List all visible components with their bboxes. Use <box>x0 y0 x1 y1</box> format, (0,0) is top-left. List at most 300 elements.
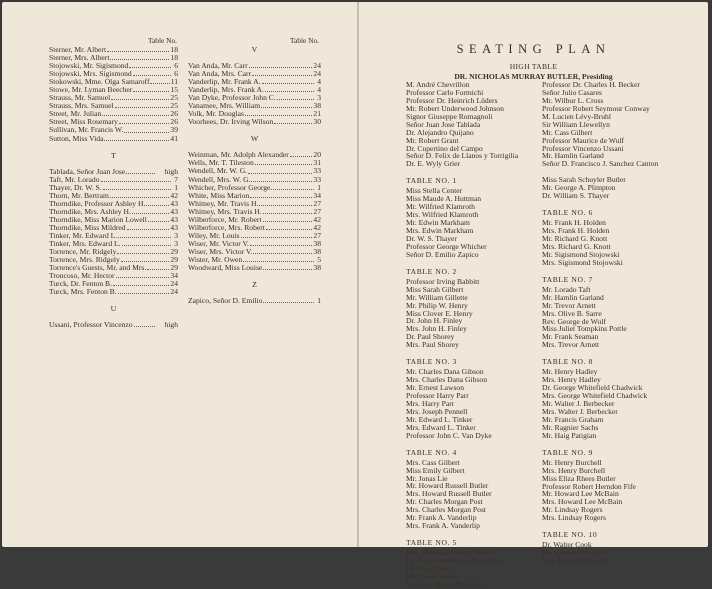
dot-leader <box>261 102 312 108</box>
table-number: 15 <box>170 85 178 95</box>
guest-name: Whitney, Mrs. Travis H. <box>188 206 262 216</box>
dot-leader <box>266 224 313 230</box>
guest-name: Troncoso, Mr. Hector <box>49 271 115 281</box>
seat-name: Mr. Owen Wister <box>406 571 459 581</box>
table-number: 27 <box>313 230 321 240</box>
seat-name: Señor Julio Casares <box>542 87 602 97</box>
guest-name: Strauss, Mr. Samuel <box>49 93 111 103</box>
table-number: 4 <box>317 77 321 87</box>
table-group <box>406 538 556 589</box>
guest-name: Whicher, Professor George <box>188 182 271 192</box>
table-number: high <box>164 320 178 330</box>
seat-name: Mr. Richard G. Knott <box>542 234 608 243</box>
column-header-left: Table No. <box>148 36 178 45</box>
dot-leader <box>115 102 170 108</box>
index-entry <box>188 264 321 272</box>
seat-name: Mr. Henry Hadley <box>542 367 598 377</box>
seat-name: Mr. Trevor Arnett <box>542 300 596 310</box>
table-heading: TABLE NO. 8 <box>542 357 593 367</box>
seat-name: Dr. William S. Thayer <box>542 191 610 201</box>
seat-name: Professor Carlo Formichi <box>406 87 484 97</box>
index-entry <box>49 135 178 143</box>
guest-name: Strauss, Mrs. Samuel <box>49 101 114 111</box>
guest-name: Stokowski, Mme. Olga Samaroff <box>49 77 150 87</box>
seat-name: Mr. Frank A. Vanderlip <box>406 513 477 523</box>
table-number: 24 <box>170 287 178 297</box>
table-number: 43 <box>170 198 178 208</box>
guest-name: Thorndike, Miss Marion Lowell <box>49 214 147 224</box>
dot-leader <box>118 288 170 294</box>
seating-plan-page <box>359 2 708 589</box>
table-number: 11 <box>170 77 178 87</box>
seat-name: Mrs. Cass Gilbert <box>406 457 460 467</box>
table-heading: TABLE NO. 1 <box>406 176 457 186</box>
seat-name: Mr. Walter J. Berbecker <box>542 399 615 408</box>
table-group <box>542 530 707 565</box>
page-title: SEATING PLAN <box>456 42 611 56</box>
seating-column-right <box>542 81 707 565</box>
table-number: 25 <box>170 101 178 111</box>
seat-name: Mrs. Howard Russell Butler <box>406 489 492 499</box>
table-number: 1 <box>174 182 178 192</box>
seat-name: Mrs. Henry Burchell <box>542 465 606 475</box>
dot-leader <box>248 167 312 173</box>
seat-name: Miss Maude A. Huttman <box>406 194 482 204</box>
seat-name: Mrs. John H. Finley <box>406 324 467 334</box>
seat-name: Mr. Howard Lee McBain <box>542 489 619 499</box>
index-entry <box>188 297 321 305</box>
dot-leader <box>116 272 170 278</box>
table-number: 1 <box>317 182 321 192</box>
seat-name: Mr. Edwin Markham <box>406 218 470 228</box>
dot-leader <box>133 70 171 76</box>
dot-leader <box>259 200 312 206</box>
seat-name: Mrs. Edwin Markham <box>406 226 474 235</box>
table-number: 33 <box>313 166 321 176</box>
guest-name: Van Anda, Mr. Carr <box>188 61 248 70</box>
table-number: 42 <box>313 222 321 232</box>
dot-leader <box>255 159 313 165</box>
dot-leader <box>102 110 169 116</box>
program-spread <box>2 2 708 589</box>
seat-name: Mr. Francis Graham <box>542 414 604 424</box>
guest-name: Street, Mr. Julian <box>49 109 102 119</box>
index-column-2 <box>188 46 321 305</box>
table-heading: TABLE NO. 5 <box>406 538 457 548</box>
dot-leader <box>252 70 312 76</box>
seat-name: Mr. Haig Patigian <box>542 430 597 440</box>
seat-name: Mr. Howard Russell Butler <box>406 481 489 491</box>
table-group <box>542 275 707 350</box>
dot-leader <box>263 264 312 270</box>
table-group <box>542 176 707 200</box>
seat-name: Signor Giuseppe Romagnoli <box>406 111 493 121</box>
section-letter: V <box>251 45 258 54</box>
index-entry <box>188 118 321 126</box>
guest-name: Van Anda, Mrs. Carr <box>188 69 252 79</box>
table-number: 29 <box>170 255 178 265</box>
guest-name: Wister, Mr. Owen <box>188 254 243 264</box>
table-group <box>406 267 556 349</box>
dot-leader <box>132 208 170 214</box>
dot-leader <box>274 118 312 124</box>
seat-name: Mrs. Paul Shorey <box>406 340 459 350</box>
seat-name: Señor D. Felix de Llanos y Torrigilia <box>406 151 519 161</box>
table-number: 20 <box>313 150 321 160</box>
table-number: 18 <box>170 45 178 54</box>
table-number: 38 <box>313 246 321 256</box>
guest-name: Vanderlip, Mr. Frank A. <box>188 77 261 87</box>
seat-name: Señor D. Francisco J. Sanchez Canton <box>542 159 659 169</box>
seat-name: Mr. Frank H. Holden <box>542 218 606 228</box>
guest-name: Wendell, Mr. W. G. <box>188 166 248 176</box>
seat-name: Miss Stella Center <box>406 186 463 196</box>
table-number: 42 <box>170 190 178 200</box>
seat-name: Mrs. George A. Plimpton <box>406 579 483 589</box>
dot-leader <box>124 126 169 132</box>
seat-name: Mrs. Charles Morgan Post <box>406 505 487 515</box>
table-number: 41 <box>170 133 178 143</box>
table-group <box>406 81 556 168</box>
seat-name: Mr. Lorado Taft <box>542 284 591 294</box>
table-number: 27 <box>313 198 321 208</box>
guest-name: Wilberforce, Mr. Robert <box>188 214 262 224</box>
dot-leader <box>104 135 169 141</box>
seat-name: Mr. Ragnier Sachs <box>542 422 599 432</box>
dot-leader <box>241 232 313 238</box>
table-number: 3 <box>174 230 178 240</box>
seat-name: Mr. Robert Grant <box>406 135 459 145</box>
host-line: DR. NICHOLAS MURRAY BUTLER, Presiding <box>454 72 613 81</box>
guest-name: Tablada, Señor Juan Jose <box>49 166 126 176</box>
guest-name: Wendell, Mrs. W. G. <box>188 174 251 184</box>
seat-name: Mr. Robert Underwood Johnson <box>406 103 504 113</box>
dot-leader <box>245 110 312 116</box>
guest-name: Stojowski, Mrs. Sigismond <box>49 69 132 79</box>
table-number: 24 <box>313 61 321 70</box>
table-number: 5 <box>317 254 321 264</box>
seat-name: Mrs. Howard Lee McBain <box>542 497 623 507</box>
seat-name: Mr. Edward L. Tinker <box>406 414 473 424</box>
table-number: 21 <box>313 109 321 119</box>
seat-name: Dr. Cupertino del Campo <box>406 143 483 153</box>
high-table-label: HIGH TABLE <box>509 62 558 71</box>
seat-name: Mr. Hamlin Garland <box>542 292 604 302</box>
guest-name: Taft, Mr. Lorado <box>49 174 100 184</box>
seat-name: Professor George Whicher <box>406 241 487 251</box>
guest-name: Torrence, Mr. Ridgely <box>49 247 117 257</box>
dot-leader <box>126 168 155 174</box>
guest-name: Woodward, Miss Louise <box>188 263 263 273</box>
table-number: 34 <box>313 190 321 200</box>
dot-leader <box>127 224 170 230</box>
guest-name: Thorndike, Mrs. Ashley H. <box>49 206 131 216</box>
table-number: 25 <box>170 93 178 103</box>
table-number: 30 <box>313 117 321 127</box>
seat-name: Dr. Paul Shorey <box>406 332 455 342</box>
seat-name: Mrs. Nicholas Murray Butler <box>406 548 495 558</box>
seat-name: Miss Juliet Tompkins Pottle <box>542 324 627 334</box>
dot-leader <box>249 62 313 68</box>
table-number: 4 <box>317 85 321 95</box>
table-number: 6 <box>174 69 178 79</box>
guest-name: White, Miss Marion <box>188 190 250 200</box>
table-number: 3 <box>174 238 178 248</box>
guest-name: Ussani, Professor Vincenzo <box>49 320 133 330</box>
seat-name: Dr. Walter Cook <box>542 540 592 550</box>
seat-name: Mrs. Sigismond Stojowski <box>542 257 623 267</box>
seat-name: Mrs. Henry Hadley <box>542 375 601 385</box>
table-number: 39 <box>170 125 178 135</box>
section-letter: T <box>111 150 116 160</box>
seat-name: Professor Robert Seymour Conway <box>542 103 650 113</box>
dot-leader <box>148 216 170 222</box>
table-heading: TABLE NO. 2 <box>406 266 457 276</box>
seat-name: Miss Clover E. Henry <box>406 308 473 318</box>
guest-name: Sullivan, Mr. Francis W. <box>49 125 124 135</box>
guest-name: Stowe, Mr. Lyman Beecher <box>49 85 133 95</box>
seat-name: M. André Chevrillon <box>406 80 470 89</box>
seat-name: Mr. Charles Morgan Post <box>406 497 483 507</box>
dot-leader <box>147 264 169 270</box>
seat-name: Dr. John H. Finley <box>406 316 463 326</box>
guest-name: Van Dyke, Professor John C. <box>188 93 276 103</box>
guest-name: Turck, Dr. Fenton B. <box>49 279 113 289</box>
table-number: 24 <box>313 69 321 79</box>
table-number: 27 <box>313 206 321 216</box>
table-number: high <box>164 166 178 176</box>
guest-name: Weinman, Mr. Adolph Alexander <box>188 150 289 160</box>
dot-leader <box>250 192 312 198</box>
dot-leader <box>271 184 314 190</box>
seat-name: Mrs. Edmund Dwight <box>542 556 609 566</box>
seat-name: Mr. Frank Seaman <box>542 332 599 342</box>
section-letter: Z <box>252 280 257 290</box>
seat-name: Professor Robert Herndon Fife <box>542 481 636 491</box>
seat-name: M. Lucien Lévy-Bruhl <box>542 111 611 121</box>
table-number: 38 <box>313 101 321 111</box>
table-number: 43 <box>170 214 178 224</box>
table-number: 6 <box>174 61 178 71</box>
dot-leader <box>262 78 314 84</box>
seat-name: Mrs. Wilfried Klamroth <box>406 210 479 220</box>
seat-name: Mr. George A. Plimpton <box>542 183 616 193</box>
guest-name: Thayer, Dr. W. S. <box>49 182 102 192</box>
seat-name: Mrs. George Whitefield Chadwick <box>542 391 648 401</box>
dot-leader <box>263 208 313 214</box>
seat-name: Mr. Hamlin Garland <box>542 151 604 161</box>
seat-name: Mr. Edmund Dwight <box>542 548 606 558</box>
table-group <box>542 357 707 439</box>
guest-name: Stojowski, Mr. Sigismond <box>49 61 129 71</box>
seat-name: Mr. Ernest Lawson <box>406 383 464 393</box>
seat-name: Dr. Alejandro Quijano <box>406 127 474 137</box>
dot-leader <box>121 256 170 262</box>
dot-leader <box>263 216 313 222</box>
table-number: 43 <box>170 222 178 232</box>
dot-leader <box>251 176 312 182</box>
table-number: 24 <box>170 279 178 289</box>
table-heading: TABLE NO. 6 <box>542 208 593 218</box>
seat-name: Professor Maurice de Wulf <box>542 135 625 145</box>
index-column-1 <box>49 46 178 329</box>
seat-name: Professor Vincenzo Ussani <box>542 143 624 153</box>
guest-name: Wells, Mr. T. Tileston <box>188 158 254 168</box>
table-group <box>542 448 707 523</box>
table-number: 34 <box>170 271 178 281</box>
table-number: 31 <box>313 158 321 168</box>
dot-leader <box>290 151 313 157</box>
dot-leader <box>117 248 169 254</box>
seat-name: Mrs. Joseph Pennell <box>406 406 468 416</box>
table-number: 33 <box>313 174 321 184</box>
guest-name: Thorn, Mr. Bertram <box>49 190 109 200</box>
table-number: 3 <box>317 93 321 103</box>
dot-leader <box>277 94 314 100</box>
dot-leader <box>263 297 314 303</box>
guest-name: Street, Miss Rosemary <box>49 117 118 127</box>
guest-name: Whitney, Mr. Travis H. <box>188 198 259 208</box>
seat-name: Mr. Cass Gilbert <box>542 127 593 137</box>
dot-leader <box>122 240 171 246</box>
dot-leader <box>113 280 169 286</box>
guest-name: Zapico, Señor D. Emilio <box>188 296 263 306</box>
seat-name: Mrs. Trevor Arnett <box>542 340 600 350</box>
seat-name: Miss Eliza Rhees Butler <box>542 473 616 483</box>
guest-name: Turck, Mrs. Fenton B. <box>49 287 117 297</box>
seat-name: Mr. Philip W. Henry <box>406 300 468 310</box>
dot-leader <box>119 118 169 124</box>
guest-name: Tinker, Mr. Edward L. <box>49 230 118 240</box>
table-group <box>542 81 707 168</box>
seat-name: Mr. Charles Dana Gibson <box>406 367 484 377</box>
seat-name: Señor D. Emilio Zapico <box>406 249 479 259</box>
index-entry <box>49 321 178 329</box>
table-group <box>542 208 707 267</box>
guest-name: Vanamee, Mrs. William <box>188 101 261 111</box>
table-heading: TABLE NO. 4 <box>406 447 457 457</box>
table-group <box>406 176 556 258</box>
table-group <box>406 448 556 530</box>
seating-column-left <box>406 81 556 589</box>
dot-leader <box>265 86 314 92</box>
dot-leader <box>107 46 169 52</box>
seat-name: Mrs. Frank H. Holden <box>542 226 610 236</box>
dot-leader <box>129 62 171 68</box>
seat-name: Mr. Wilfried Klamroth <box>406 202 475 212</box>
seat-name: Dr. George Whitefield Chadwick <box>542 383 643 393</box>
guest-name: Tinker, Mrs. Edward L. <box>49 238 121 248</box>
seat-name: Mrs. Lindsay Rogers <box>542 513 606 523</box>
table-number: 18 <box>170 53 178 63</box>
seat-name: Rev. George de Wulf <box>542 316 606 326</box>
guest-name: Torrence's Guests, Mr. and Mrs. <box>49 263 147 273</box>
column-header-right: Table No. <box>290 36 320 45</box>
seat-name: Señor Juan Jose Tablada <box>406 119 481 129</box>
seat-name: Dr. E. Wyly Grier <box>406 159 461 169</box>
table-number: 29 <box>170 263 178 273</box>
guest-name: Thorndike, Professor Ashley H. <box>49 198 146 208</box>
section-letter: U <box>110 304 117 314</box>
seat-name: Miss Sarah Schuyler Butler <box>542 175 626 185</box>
table-number: 26 <box>170 109 178 119</box>
dot-leader <box>146 200 169 206</box>
seat-name: Professor John C. Van Dyke <box>406 430 492 440</box>
table-number: 43 <box>170 206 178 216</box>
seat-name: Miss Sarah Gilbert <box>406 284 464 294</box>
guest-name: Wiser, Mr. Victor V. <box>188 238 249 248</box>
table-group <box>406 357 556 439</box>
seat-name: Mrs. Olive B. Sarre <box>542 308 602 318</box>
seat-name: Mrs. Harry Parr <box>406 398 455 408</box>
dot-leader <box>250 240 312 246</box>
seat-name: Mr. Jonas Lie <box>406 473 448 483</box>
guest-name: Sterner, Mr. Albert <box>49 45 107 54</box>
seat-name: Mr. Wilbur L. Cross <box>542 95 604 105</box>
guest-name: Vanderlip, Mrs. Frank A. <box>188 85 264 95</box>
dot-leader <box>253 248 312 254</box>
table-number: 26 <box>170 117 178 127</box>
section-letter: W <box>250 134 259 144</box>
table-heading: TABLE NO. 7 <box>542 274 593 284</box>
guest-name: Wilberforce, Mrs. Robert <box>188 222 265 232</box>
dot-leader <box>103 184 171 190</box>
table-heading: TABLE NO. 3 <box>406 357 457 367</box>
seat-name: Mr. Lindsay Rogers <box>542 505 603 515</box>
table-number: 1 <box>317 296 321 306</box>
guest-name: Sutton, Miss Vida <box>49 133 104 143</box>
table-number: 29 <box>170 247 178 257</box>
dot-leader <box>150 78 169 84</box>
seat-name: Dr. W. S. Thayer <box>406 233 457 243</box>
seat-name: Mrs. Frank A. Vanderlip <box>406 521 480 531</box>
table-number: 38 <box>313 263 321 273</box>
seat-name: Dr. Else Lüders <box>406 563 454 573</box>
seat-name: Mrs. Edward L. Tinker <box>406 422 476 432</box>
dot-leader <box>134 321 155 327</box>
seat-name: Sir William Llewellyn <box>542 119 610 129</box>
seat-name: Miss Emily Gilbert <box>406 465 465 475</box>
guest-name: Torrence, Mrs. Ridgely <box>49 255 120 265</box>
guest-name: Volk, Mr. Douglas <box>188 109 244 119</box>
seat-name: Professor Dr. Heinrich Lüders <box>406 95 498 105</box>
seat-name: Mr. William Gillette <box>406 292 468 302</box>
dot-leader <box>133 86 169 92</box>
table-number: 42 <box>313 214 321 224</box>
dot-leader <box>110 192 170 198</box>
index-page <box>2 2 357 547</box>
table-heading: TABLE NO. 10 <box>542 530 598 540</box>
table-heading: TABLE NO. 9 <box>542 447 593 457</box>
seat-name: Mrs. Richard G. Knott <box>542 241 611 251</box>
seat-name: Professor Dr. Charles H. Becker <box>542 80 640 89</box>
dot-leader <box>118 232 171 238</box>
guest-name: Thorndike, Miss Mildred <box>49 222 126 232</box>
seat-name: Professor Irving Babbitt <box>406 276 480 286</box>
guest-name: Wiley, Mr. Louis <box>188 230 240 240</box>
index-entry <box>49 288 178 296</box>
dot-leader <box>110 54 169 60</box>
guest-name: Sterner, Mrs. Albert <box>49 53 110 63</box>
seat-name: Mr. Sigismond Stojowski <box>542 249 620 259</box>
dot-leader <box>111 94 169 100</box>
seat-name: Mrs. Charles Dana Gibson <box>406 375 487 385</box>
dot-leader <box>101 176 171 182</box>
seat-name: Mr. Henry Burchell <box>542 457 602 467</box>
table-number: 38 <box>313 238 321 248</box>
dot-leader <box>243 256 314 262</box>
seat-name: Professor Harry Parr <box>406 391 469 400</box>
